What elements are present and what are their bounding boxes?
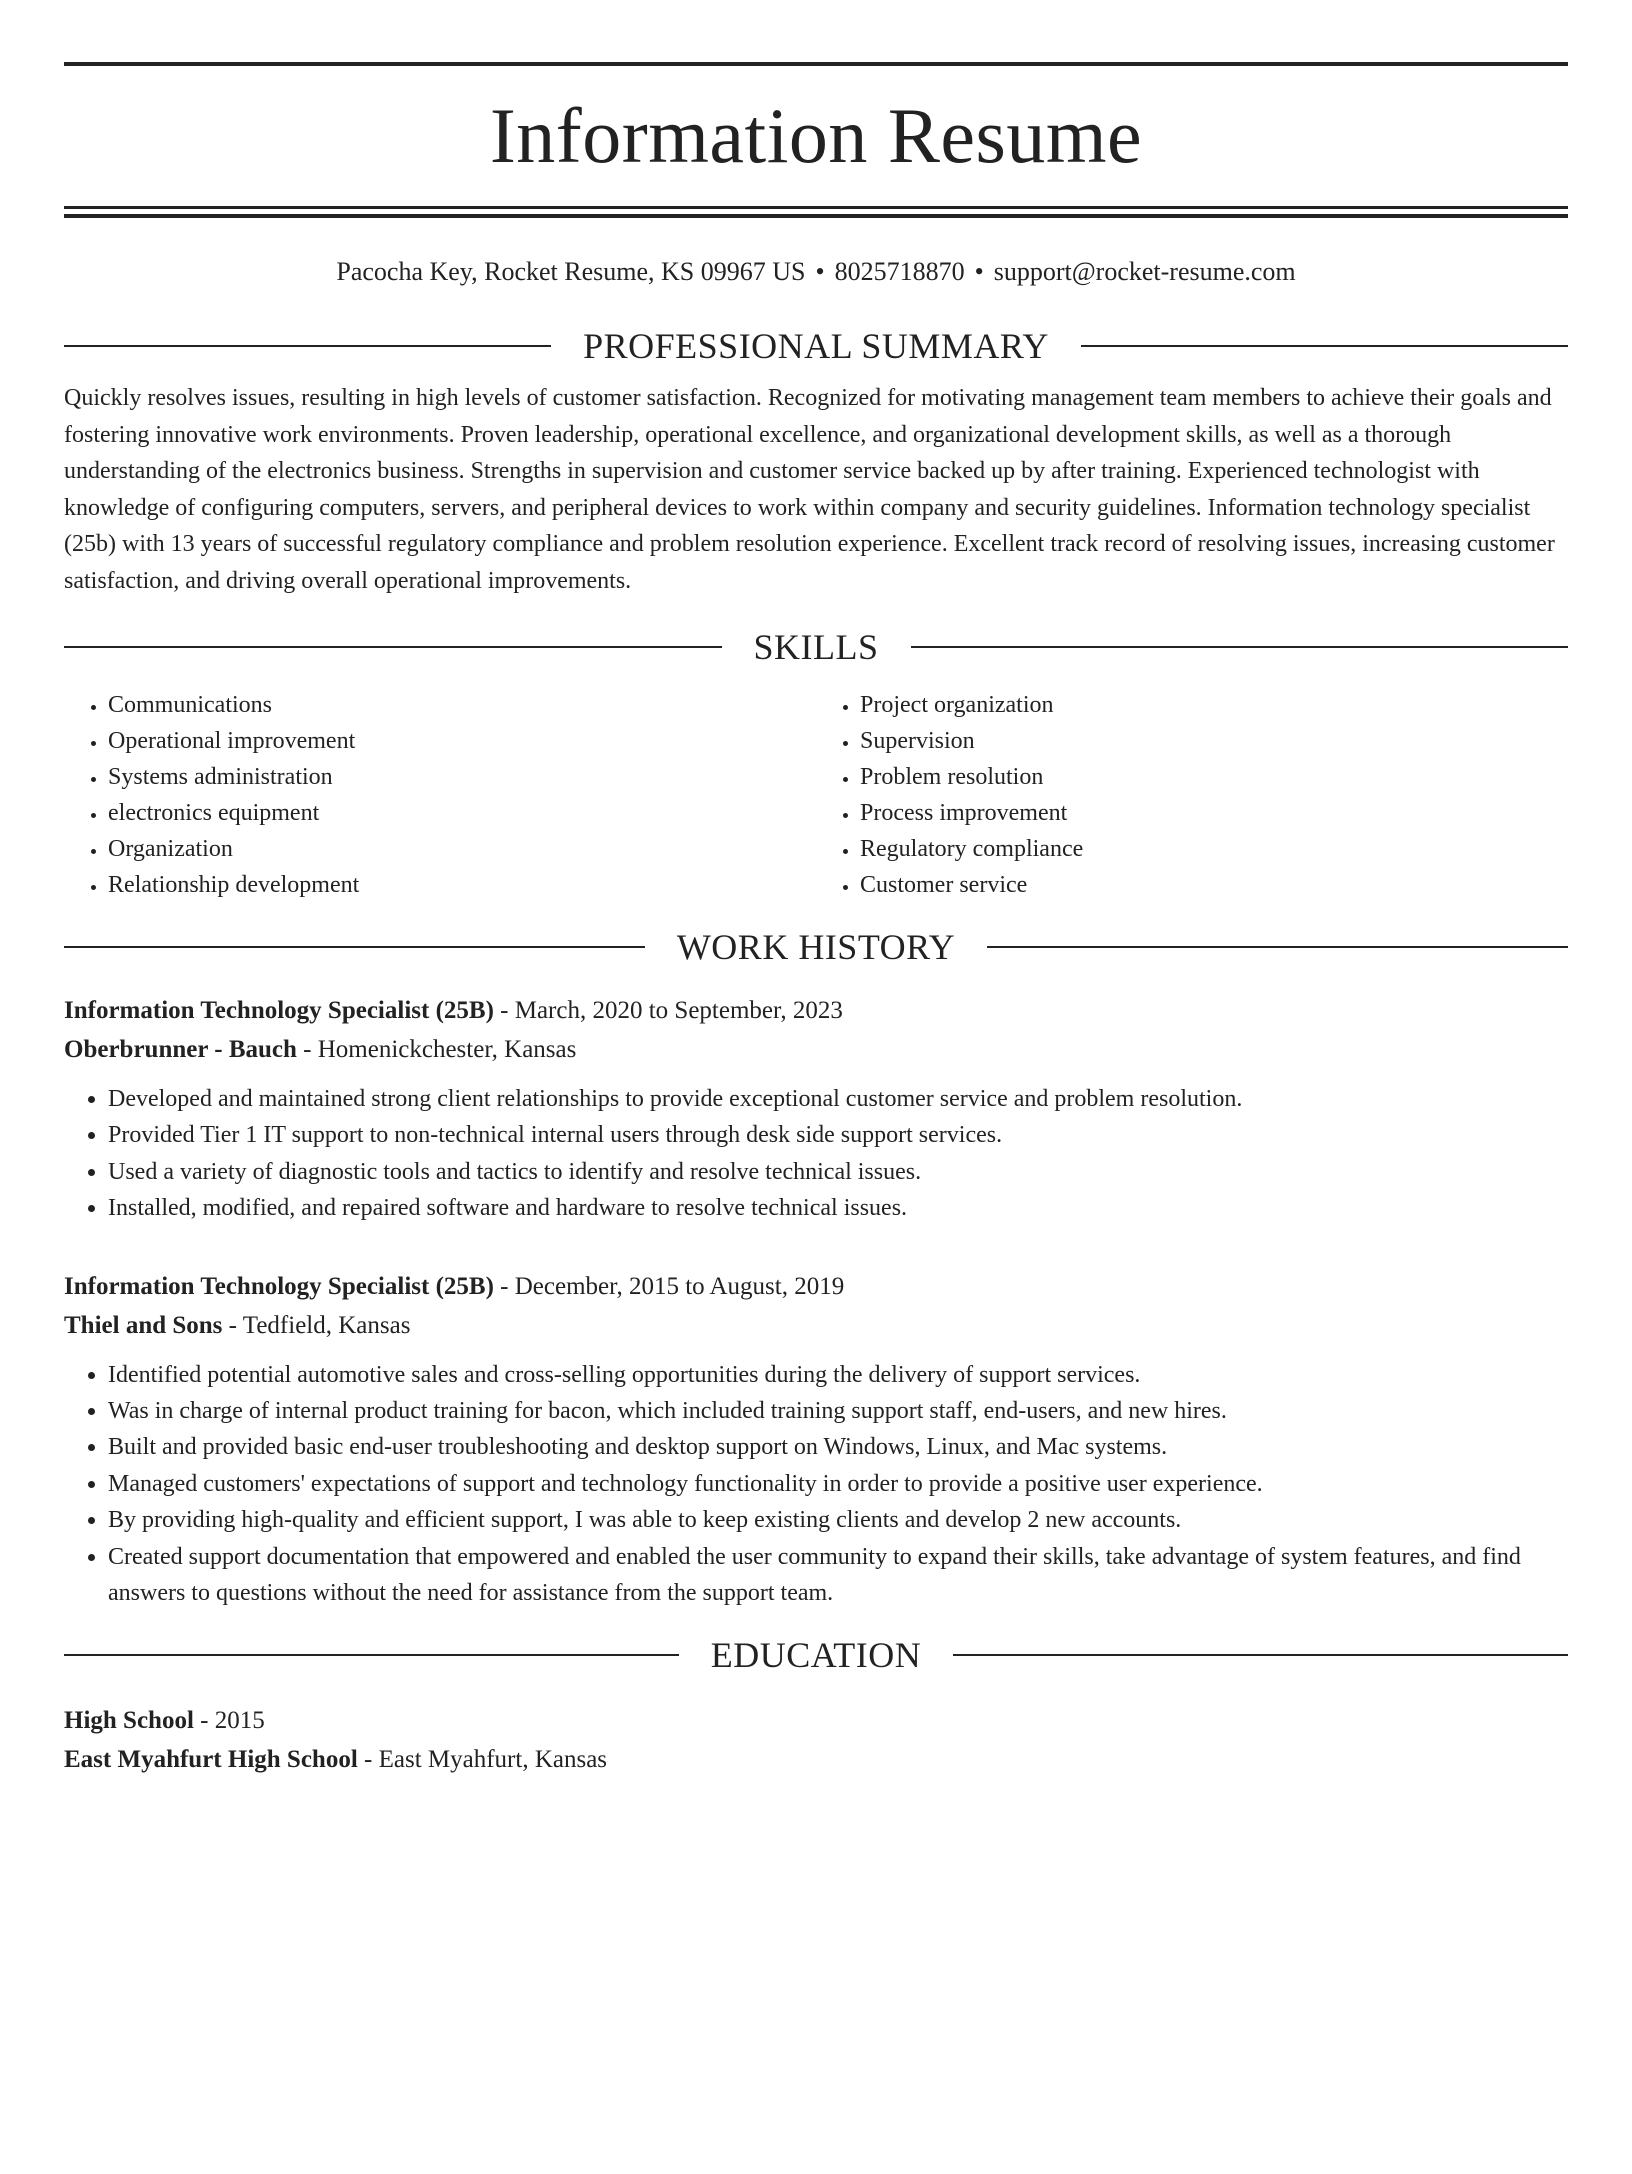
skill-item: • electronics equipment bbox=[108, 795, 816, 831]
skills-heading-label: SKILLS bbox=[753, 627, 879, 667]
job-bullet: • Provided Tier 1 IT support to non-technical internal users through desk side support services. bbox=[108, 1117, 1568, 1153]
summary-heading-label: PROFESSIONAL SUMMARY bbox=[583, 326, 1049, 366]
job-bullets bbox=[64, 1357, 1568, 1612]
job-bullet: • Managed customers' expectations of support and technology functionality in order to provide a positive user experience. bbox=[108, 1466, 1568, 1502]
job-dates: - March, 2020 to September, 2023 bbox=[493, 997, 843, 1024]
skill-item: • Problem resolution bbox=[860, 759, 1568, 795]
contact-phone: 8025718870 bbox=[834, 257, 965, 286]
skills-list-left bbox=[64, 687, 816, 903]
contact-line bbox=[64, 254, 1568, 290]
work-heading-label: WORK HISTORY bbox=[676, 927, 956, 967]
job-bullet: • Installed, modified, and repaired software and hardware to resolve technical issues. bbox=[108, 1190, 1568, 1226]
contact-separator: • bbox=[974, 257, 984, 286]
job-title: Information Technology Specialist (25B) bbox=[64, 1272, 494, 1300]
heading-rule-left bbox=[64, 1654, 679, 1656]
skill-item: • Process improvement bbox=[860, 795, 1568, 831]
education-year: - 2015 bbox=[193, 1707, 265, 1735]
heading-rule-right bbox=[987, 946, 1568, 948]
job-bullet: • Built and provided basic end-user troubleshooting and desktop support on Windows, Linux, and Mac systems. bbox=[108, 1429, 1568, 1465]
contact-email: support@rocket-resume.com bbox=[993, 257, 1296, 286]
skill-item: • Regulatory compliance bbox=[860, 831, 1568, 867]
job-dates: - December, 2015 to August, 2019 bbox=[493, 1272, 845, 1300]
heading-rule-right bbox=[1081, 345, 1568, 347]
skill-item: • Organization bbox=[108, 831, 816, 867]
skill-item: • Communications bbox=[108, 687, 816, 723]
education-location: - East Myahfurt, Kansas bbox=[357, 1746, 608, 1774]
contact-address: Pacocha Key, Rocket Resume, KS 09967 US bbox=[336, 257, 806, 286]
job-company-line bbox=[64, 1306, 1568, 1345]
job-company-line bbox=[64, 1030, 1568, 1069]
skills-columns bbox=[64, 687, 1568, 903]
skill-item: • Relationship development bbox=[108, 867, 816, 903]
education-entry bbox=[64, 1701, 1568, 1779]
heading-rule-right bbox=[911, 646, 1569, 648]
education-school-line bbox=[64, 1740, 1568, 1779]
job-location: - Homenickchester, Kansas bbox=[296, 1036, 577, 1063]
job-title: Information Technology Specialist (25B) bbox=[64, 997, 494, 1024]
skill-item: • Customer service bbox=[860, 867, 1568, 903]
heading-rule-left bbox=[64, 345, 551, 347]
job-entry bbox=[64, 1267, 1568, 1612]
page-title: Information Resume bbox=[489, 92, 1143, 179]
job-location: - Tedfield, Kansas bbox=[222, 1311, 411, 1339]
education-degree-line bbox=[64, 1701, 1568, 1740]
job-title-line bbox=[64, 991, 1568, 1030]
job-bullet: • By providing high-quality and efficient support, I was able to keep existing clients and develop 2 new accounts. bbox=[108, 1502, 1568, 1538]
job-bullet: • Created support documentation that empowered and enabled the user community to expand their skills, take advantage of system features, and find answers to questions without the need for assistance from the support team. bbox=[108, 1539, 1568, 1612]
skills-list-right bbox=[816, 687, 1568, 903]
job-bullets bbox=[64, 1081, 1568, 1227]
job-bullet: • Used a variety of diagnostic tools and tactics to identify and resolve technical issues. bbox=[108, 1154, 1568, 1190]
title-block bbox=[64, 66, 1568, 206]
job-company: Oberbrunner - Bauch bbox=[64, 1036, 297, 1063]
job-bullet: • Identified potential automotive sales and cross-selling opportunities during the delivery of support services. bbox=[108, 1357, 1568, 1393]
title-rule-upper bbox=[64, 206, 1568, 209]
education-school: East Myahfurt High School bbox=[64, 1746, 358, 1774]
title-rule-lower bbox=[64, 214, 1568, 218]
heading-rule-left bbox=[64, 946, 645, 948]
job-bullet: • Developed and maintained strong client relationships to provide exceptional customer service and problem resolution. bbox=[108, 1081, 1568, 1117]
skill-item: • Project organization bbox=[860, 687, 1568, 723]
job-bullet: • Was in charge of internal product training for bacon, which included training support staff, end-users, and new hires. bbox=[108, 1393, 1568, 1429]
job-title-line bbox=[64, 1267, 1568, 1306]
education-section-heading bbox=[64, 1633, 1568, 1677]
work-section-heading bbox=[64, 925, 1568, 969]
contact-separator: • bbox=[815, 257, 825, 286]
job-company: Thiel and Sons bbox=[64, 1311, 223, 1339]
skill-item: • Systems administration bbox=[108, 759, 816, 795]
heading-rule-left bbox=[64, 646, 722, 648]
heading-rule-right bbox=[953, 1654, 1568, 1656]
job-entry bbox=[64, 991, 1568, 1227]
skills-section-heading bbox=[64, 625, 1568, 669]
summary-section-heading bbox=[64, 324, 1568, 368]
education-heading-label: EDUCATION bbox=[710, 1635, 922, 1676]
summary-text: Quickly resolves issues, resulting in high levels of customer satisfaction. Recognized for motivating management team members to achieve their goals and fostering innovative work environments. Proven leadership, operational excellence, and organizational development skills, as well as a thorough understanding of the electronics business. Strengths in supervision and customer service backed up by after training. Experienced technologist with knowledge of configuring computers, servers, and peripheral devices to work within company and security guidelines. Information technology specialist (25b) with 13 years of successful regulatory compliance and problem resolution experience. Excellent track record of resolving issues, increasing customer satisfaction, and driving overall operational improvements. bbox=[64, 385, 1555, 594]
education-degree: High School bbox=[64, 1707, 194, 1735]
skill-item: • Supervision bbox=[860, 723, 1568, 759]
resume-page bbox=[0, 62, 1632, 2174]
skill-item: • Operational improvement bbox=[108, 723, 816, 759]
